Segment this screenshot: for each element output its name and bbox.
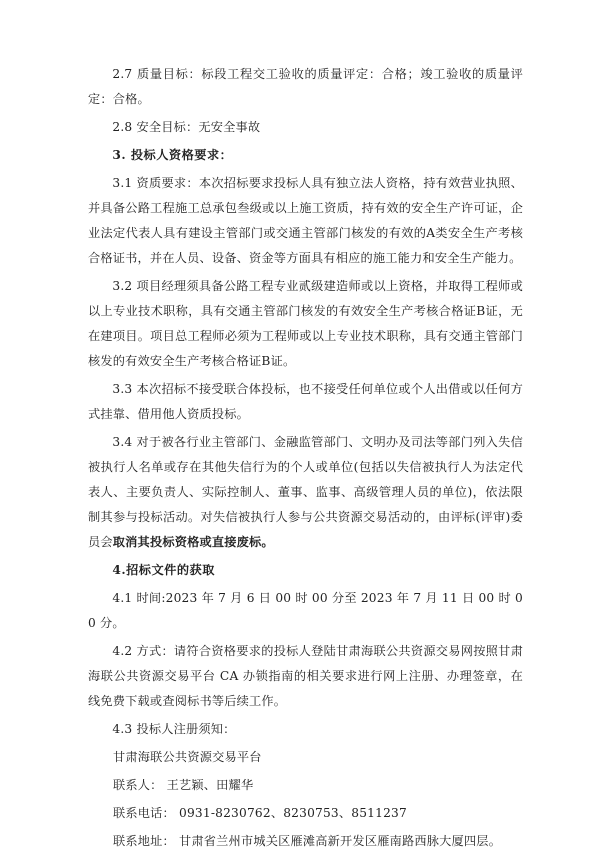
paragraph-3-1: 3.1 资质要求：本次招标要求投标人具有独立法人资格，持有效营业执照、并具备公路工程施工总承包叁级或以上施工资质，持有效的安全生产许可证，企业法定代表人具有建设主管部门或交通主管部门核发的有效的A类安全生产考核合格证书，并在人员、设备、资金等方面具有相应的施工能力和安全生产能力。: [88, 176, 523, 265]
contact-address: 联系地址： 甘肃省兰州市城关区雁滩高新开发区雁南路西脉大厦四层。: [113, 834, 502, 848]
paragraph-3-4-bold: 取消其投标资格或直接废标。: [112, 535, 274, 549]
paragraph-4-3: 4.3 投标人注册须知：: [112, 722, 236, 736]
paragraph-3-2: 3.2 项目经理须具备公路工程专业贰级建造师或以上资格，并取得工程师或以上专业技术职称，具有交通主管部门核发的有效安全生产考核合格证B证，无在建项目。项目总工程师必须为工程师或以上专业技术职称，具有交通主管部门核发的有效安全生产考核合格证B证。: [88, 279, 523, 368]
heading-bidder-qualification: 3. 投标人资格要求：: [112, 148, 233, 162]
paragraph-4-1: 4.1 时间:2023 年 7 月 6 日 00 时 00 分至 2023 年 7 月 11 日 00 时 00 分。: [88, 591, 523, 630]
heading-tender-documents: 4.招标文件的获取: [112, 563, 215, 577]
paragraph-3-4-text: 3.4 对于被各行业主管部门、金融监管部门、文明办及司法等部门列入失信被执行人名单或存在其他失信行为的个人或单位(包括以失信被执行人为法定代表人、主要负责人、实际控制人、董事、监事、高级管理人员的单位)，依法限制其参与投标活动。对失信被执行人参与公共资源交易活动的，由评标(评审)委员会: [88, 435, 523, 549]
paragraph-2-7: 2.7 质量目标：标段工程交工验收的质量评定：合格；竣工验收的质量评定：合格。: [88, 67, 523, 106]
contact-person: 联系人： 王艺颖、田耀华: [113, 778, 254, 792]
contact-phone: 联系电话： 0931-8230762、8230753、8511237: [113, 806, 407, 820]
paragraph-2-8: 2.8 安全目标：无安全事故: [112, 120, 261, 134]
paragraph-3-3: 3.3 本次招标不接受联合体投标，也不接受任何单位或个人出借或以任何方式挂靠、借用他人资质投标。: [88, 382, 523, 421]
document-body: [88, 62, 523, 854]
paragraph-3-4: [88, 430, 523, 555]
paragraph-4-2: 4.2 方式：请符合资格要求的投标人登陆甘肃海联公共资源交易网按照甘肃海联公共资源交易平台 CA 办锁指南的相关要求进行网上注册、办理签章，在线免费下载或查阅标书等后续工作。: [88, 644, 523, 708]
platform-name: 甘肃海联公共资源交易平台: [113, 750, 262, 764]
